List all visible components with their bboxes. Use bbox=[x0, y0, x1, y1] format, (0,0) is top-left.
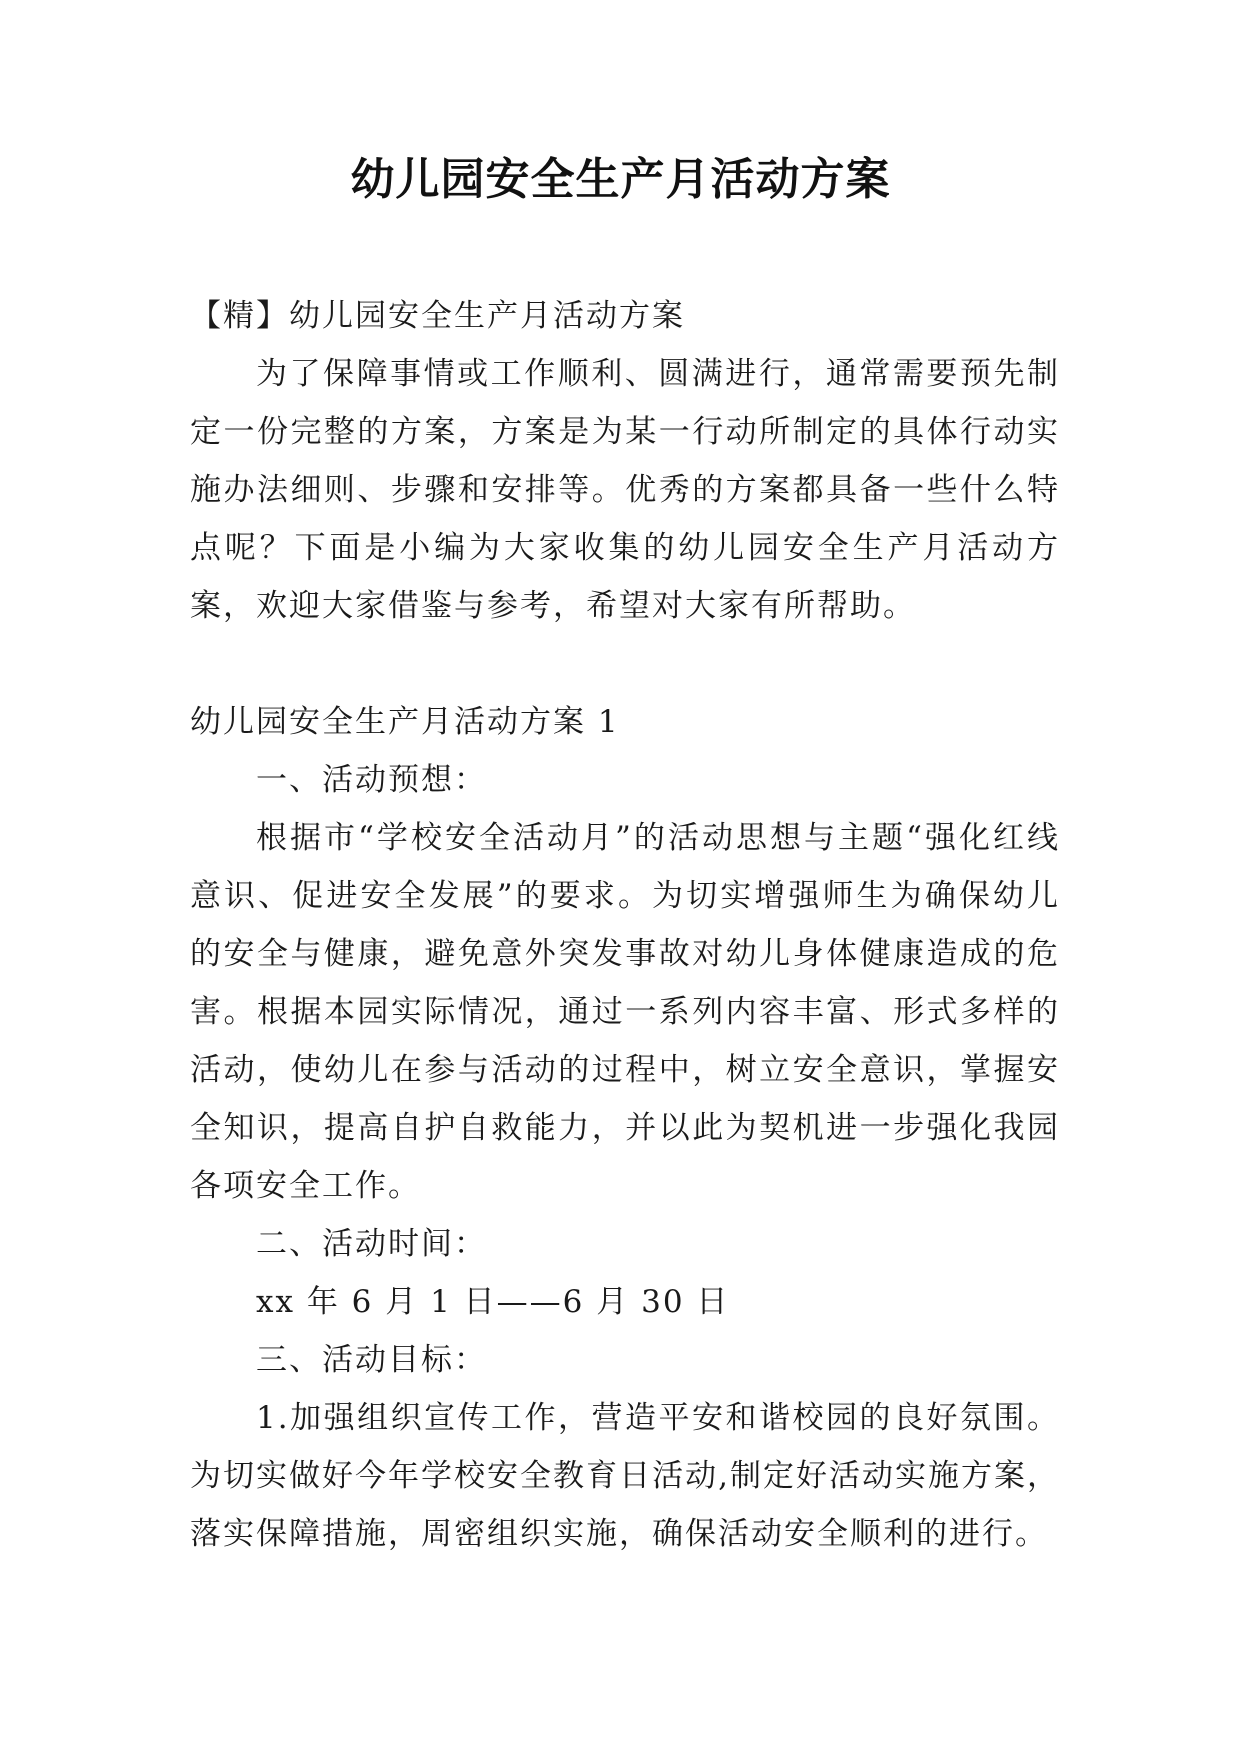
section-title: 幼儿园安全生产月活动方案 1 bbox=[190, 704, 620, 740]
heading-activity-goals: 三、活动目标： bbox=[256, 1342, 487, 1378]
document-body bbox=[190, 287, 1060, 1563]
activity-plan-paragraph: 根据市“学校安全活动月”的活动思想与主题“强化红线意识、促进安全发展”的要求。为切实增强师生为确保幼儿的安全与健康，避免意外突发事故对幼儿身体健康造成的危害。根据本园实际情况，通过一系列内容丰富、形式多样的活动，使幼儿在参与活动的过程中，树立安全意识，掌握安全知识，提高自护自救能力，并以此为契机进一步强化我园各项安全工作。 bbox=[190, 820, 1060, 1204]
intro-paragraph: 为了保障事情或工作顺利、圆满进行，通常需要预先制定一份完整的方案，方案是为某一行动所制定的具体行动实施办法细则、步骤和安排等。优秀的方案都具备一些什么特点呢？下面是小编为大家收集的幼儿园安全生产月活动方案，欢迎大家借鉴与参考，希望对大家有所帮助。 bbox=[190, 356, 1060, 624]
paragraph-gap bbox=[190, 635, 1060, 693]
document-title: 幼儿园安全生产月活动方案 bbox=[350, 154, 891, 205]
document-subtitle: 【精】幼儿园安全生产月活动方案 bbox=[190, 298, 685, 334]
goal-paragraph-1: 1.加强组织宣传工作，营造平安和谐校园的良好氛围。为切实做好今年学校安全教育日活动,制定好活动实施方案，落实保障措施，周密组织实施，确保活动安全顺利的进行。 bbox=[190, 1400, 1060, 1552]
heading-activity-time: 二、活动时间： bbox=[256, 1226, 487, 1262]
activity-time-range: xx 年 6 月 1 日——6 月 30 日 bbox=[256, 1284, 730, 1320]
heading-activity-plan: 一、活动预想： bbox=[256, 762, 487, 798]
